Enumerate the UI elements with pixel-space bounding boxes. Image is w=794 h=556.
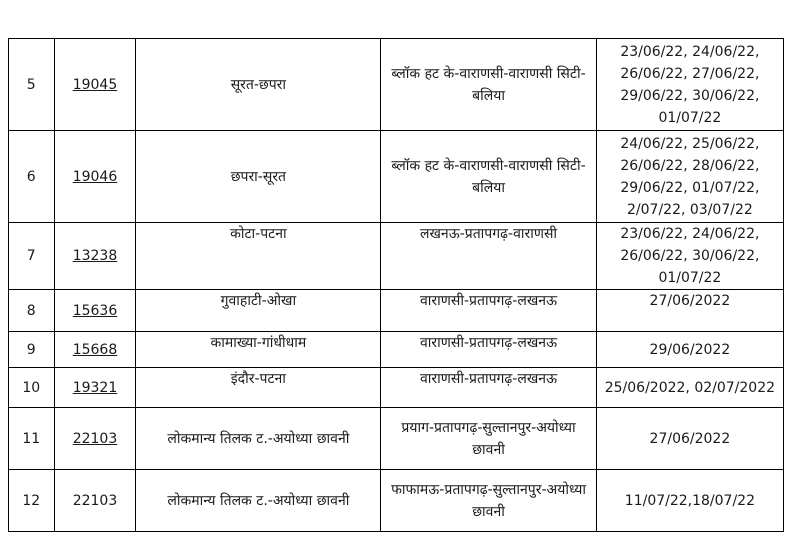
train-name-cell: छपरा-सूरत bbox=[136, 131, 381, 223]
dates-cell: 11/07/22,18/07/22 bbox=[596, 470, 783, 532]
route-cell: ब्लॉक हट के-वाराणसी-वाराणसी सिटी-बलिया bbox=[381, 131, 597, 223]
train-name-cell: लोकमान्य तिलक ट.-अयोध्या छावनी bbox=[136, 408, 381, 470]
table-row bbox=[9, 290, 784, 332]
train-number-cell bbox=[54, 332, 136, 368]
train-name-cell: इंदौर-पटना bbox=[136, 368, 381, 408]
route-cell: लखनऊ-प्रतापगढ़-वाराणसी bbox=[381, 223, 597, 290]
train-number-link[interactable]: 19321 bbox=[72, 379, 118, 396]
dates-cell: 27/06/2022 bbox=[596, 408, 783, 470]
train-name-cell: गुवाहाटी-ओखा bbox=[136, 290, 381, 332]
route-cell: प्रयाग-प्रतापगढ़-सुल्तानपुर-अयोध्या छावनी bbox=[381, 408, 597, 470]
train-number-link[interactable]: 19045 bbox=[72, 76, 118, 93]
table-row bbox=[9, 368, 784, 408]
route-cell: ब्लॉक हट के-वाराणसी-वाराणसी सिटी-बलिया bbox=[381, 39, 597, 131]
train-number-cell bbox=[54, 290, 136, 332]
route-cell: फाफामऊ-प्रतापगढ़-सुल्तानपुर-अयोध्या छावनी bbox=[381, 470, 597, 532]
train-number-cell bbox=[54, 39, 136, 131]
serial-number-cell: 9 bbox=[9, 332, 55, 368]
route-cell: वाराणसी-प्रतापगढ़-लखनऊ bbox=[381, 332, 597, 368]
train-name-cell: कोटा-पटना bbox=[136, 223, 381, 290]
table-row bbox=[9, 332, 784, 368]
train-number-cell bbox=[54, 408, 136, 470]
serial-number-cell: 12 bbox=[9, 470, 55, 532]
train-number-cell bbox=[54, 131, 136, 223]
dates-cell: 24/06/22, 25/06/22, 26/06/22, 28/06/22, 29/06/22, 01/07/22, 2/07/22, 03/07/22 bbox=[596, 131, 783, 223]
train-number-link[interactable]: 13238 bbox=[72, 248, 118, 264]
serial-number-cell: 11 bbox=[9, 408, 55, 470]
dates-cell: 23/06/22, 24/06/22, 26/06/22, 27/06/22, 29/06/22, 30/06/22, 01/07/22 bbox=[596, 39, 783, 131]
route-cell: वाराणसी-प्रतापगढ़-लखनऊ bbox=[381, 368, 597, 408]
train-number-link[interactable]: 15668 bbox=[72, 341, 118, 358]
train-number-cell bbox=[54, 470, 136, 532]
serial-number-cell: 7 bbox=[9, 223, 55, 290]
table-row bbox=[9, 408, 784, 470]
train-number-link[interactable]: 15636 bbox=[72, 302, 118, 319]
dates-cell: 29/06/2022 bbox=[596, 332, 783, 368]
serial-number-cell: 8 bbox=[9, 290, 55, 332]
table-row bbox=[9, 470, 784, 532]
dates-cell: 27/06/2022 bbox=[596, 290, 783, 332]
dates-cell: 25/06/2022, 02/07/2022 bbox=[596, 368, 783, 408]
table-row bbox=[9, 131, 784, 223]
route-cell: वाराणसी-प्रतापगढ़-लखनऊ bbox=[381, 290, 597, 332]
serial-number-cell: 6 bbox=[9, 131, 55, 223]
train-number-link[interactable]: 22103 bbox=[72, 430, 118, 447]
table-row bbox=[9, 223, 784, 290]
train-name-cell: कामाख्या-गांधीधाम bbox=[136, 332, 381, 368]
train-number-text: 22103 bbox=[72, 492, 118, 509]
serial-number-cell: 5 bbox=[9, 39, 55, 131]
serial-number-cell: 10 bbox=[9, 368, 55, 408]
dates-cell: 23/06/22, 24/06/22, 26/06/22, 30/06/22, 01/07/22 bbox=[596, 223, 783, 290]
train-schedule-table bbox=[8, 38, 784, 532]
train-name-cell: लोकमान्य तिलक ट.-अयोध्या छावनी bbox=[136, 470, 381, 532]
train-number-link[interactable]: 19046 bbox=[72, 168, 118, 185]
train-number-cell bbox=[54, 223, 136, 290]
train-name-cell: सूरत-छपरा bbox=[136, 39, 381, 131]
train-number-cell bbox=[54, 368, 136, 408]
table-row bbox=[9, 39, 784, 131]
